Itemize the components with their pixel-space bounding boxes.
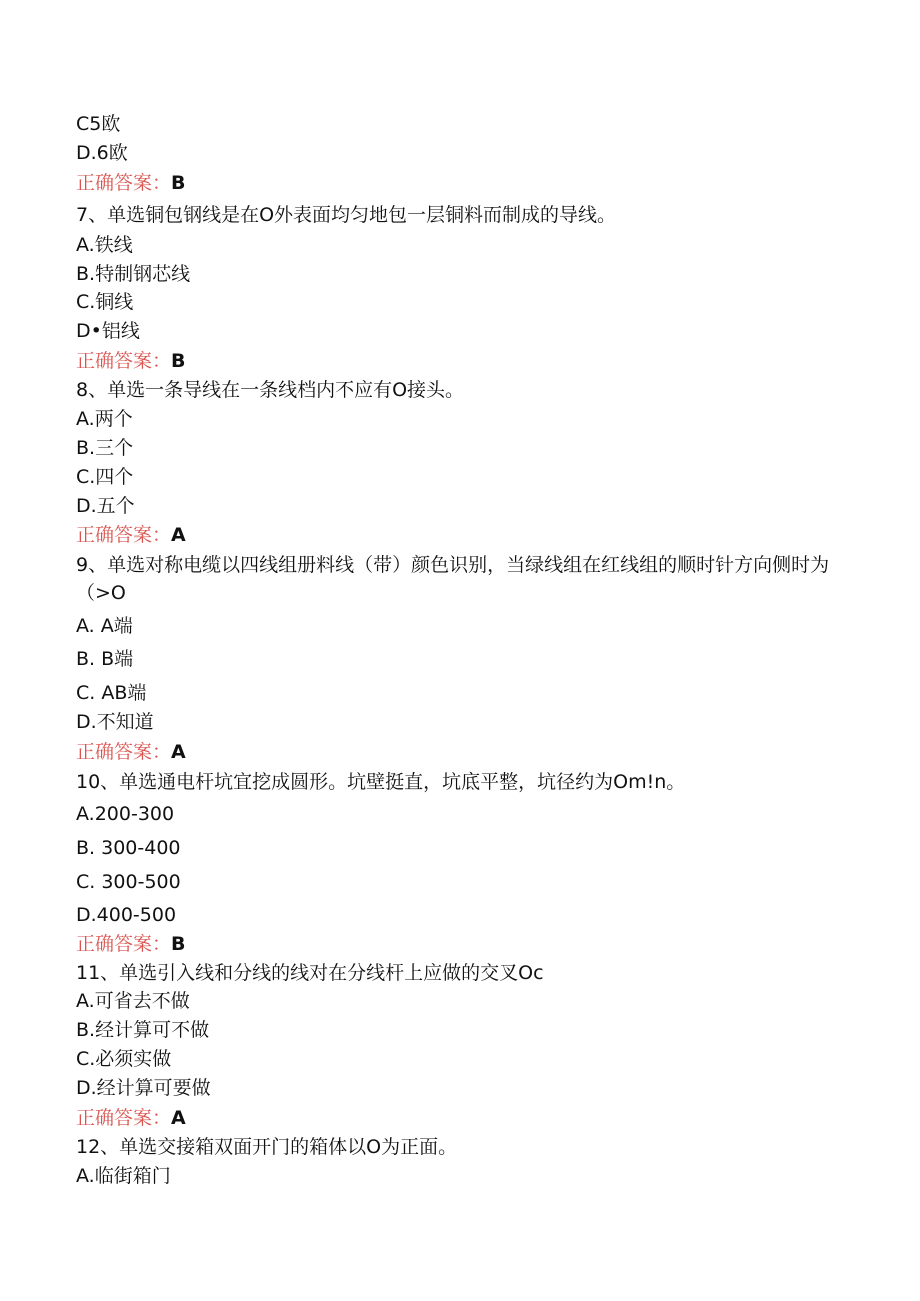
- option-line: A.两个: [76, 408, 133, 430]
- answer-line: [76, 740, 186, 764]
- option-line: A.临街箱门: [76, 1165, 171, 1187]
- option-line: C. AB端: [76, 682, 147, 704]
- option-line: A.铁线: [76, 234, 133, 256]
- option-line: D.不知道: [76, 711, 154, 733]
- answer-line: [76, 932, 186, 956]
- option-line: A.200-300: [76, 803, 175, 825]
- option-line: B. B端: [76, 648, 134, 670]
- answer-line: [76, 523, 186, 547]
- option-line: A.可省去不做: [76, 990, 190, 1012]
- option-line: B. 300-400: [76, 837, 181, 859]
- option-line: D.6欧: [76, 142, 128, 164]
- answer-label: 正确答案：: [76, 1107, 172, 1129]
- option-line: B.特制钢芯线: [76, 263, 191, 285]
- question-line: 12、单选交接箱双面开门的箱体以O为正面。: [76, 1136, 458, 1158]
- option-line: B.三个: [76, 437, 134, 459]
- answer-value: B: [171, 172, 186, 194]
- answer-value: A: [171, 524, 186, 546]
- answer-label: 正确答案：: [76, 524, 172, 546]
- option-line: D.五个: [76, 495, 135, 517]
- option-line: D.400-500: [76, 904, 177, 926]
- answer-label: 正确答案：: [76, 350, 172, 372]
- answer-line: [76, 171, 186, 195]
- answer-line: [76, 1106, 186, 1130]
- answer-line: [76, 349, 186, 373]
- option-line: C5欧: [76, 113, 121, 135]
- option-line: C.铜线: [76, 291, 134, 313]
- answer-value: A: [171, 741, 186, 763]
- option-line: A. A端: [76, 615, 133, 637]
- option-line: C. 300-500: [76, 871, 181, 893]
- answer-value: B: [171, 350, 186, 372]
- answer-label: 正确答案：: [76, 741, 172, 763]
- answer-label: 正确答案：: [76, 933, 172, 955]
- option-line: C.必须实做: [76, 1048, 172, 1070]
- question-line: 8、单选一条导线在一条线档内不应有O接头。: [76, 379, 465, 401]
- answer-value: A: [171, 1107, 186, 1129]
- question-line: 7、单选铜包钢线是在O外表面均匀地包一层铜料而制成的导线。: [76, 204, 617, 226]
- answer-value: B: [171, 933, 186, 955]
- answer-label: 正确答案：: [76, 172, 172, 194]
- option-line: D.经计算可要做: [76, 1077, 211, 1099]
- question-line: 11、单选引入线和分线的线对在分线杆上应做的交叉Oc: [76, 962, 544, 984]
- option-line: C.四个: [76, 466, 134, 488]
- option-line: B.经计算可不做: [76, 1019, 210, 1041]
- option-line: D•铝线: [76, 320, 140, 342]
- question-line: 9、单选对称电缆以四线组册料线（带）颜色识别，当绿线组在红线组的顺时针方向侧时为（>O: [76, 554, 830, 604]
- question-line: 10、单选通电杆坑宜挖成圆形。坑壁挺直，坑底平整，坑径约为Om!n。: [76, 771, 686, 793]
